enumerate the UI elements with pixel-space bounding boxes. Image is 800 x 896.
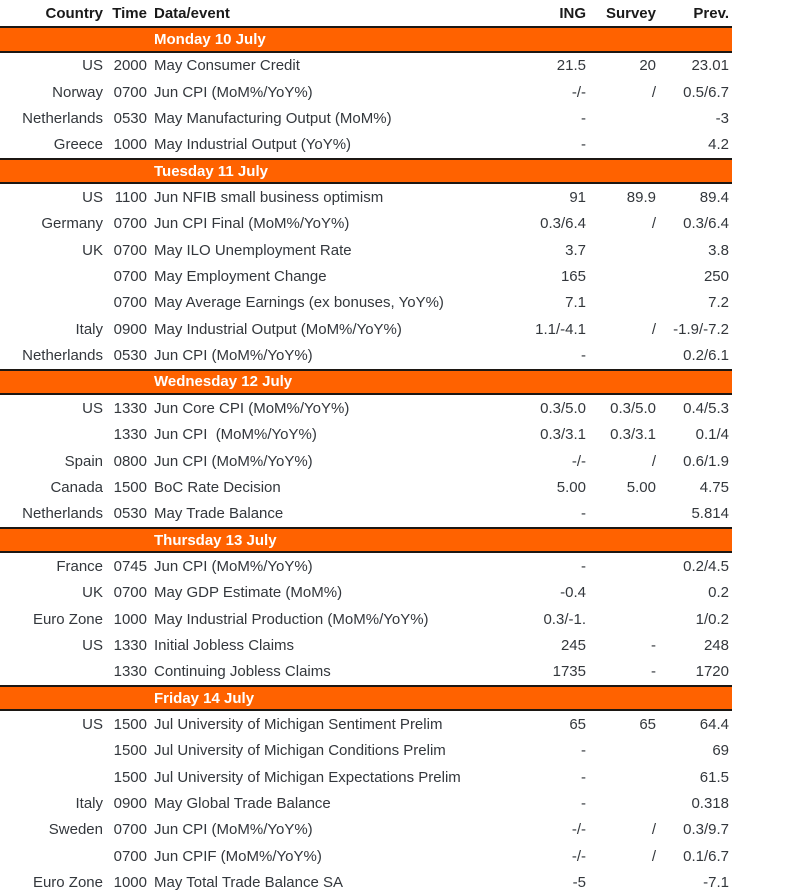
table-row — [0, 342, 732, 368]
cell-event: Jun CPIF (MoM%/YoY%) — [154, 848, 322, 864]
header-ing: ING — [559, 4, 586, 22]
day-rows — [0, 395, 732, 527]
cell-prev: 23.01 — [691, 57, 729, 75]
cell-event: May Global Trade Balance — [154, 795, 331, 811]
cell-prev: -1.9/-7.2 — [673, 320, 729, 338]
cell-prev: 64.4 — [699, 715, 729, 733]
cell-country: Spain — [64, 452, 103, 470]
cell-prev: 5.814 — [691, 505, 729, 523]
day-section — [0, 527, 732, 685]
cell-prev: -7.1 — [703, 874, 729, 892]
cell-survey: 5.00 — [626, 478, 656, 496]
header-prev: Prev. — [693, 4, 729, 22]
day-banner-label: Tuesday 11 July — [154, 162, 268, 180]
cell-ing: 91 — [569, 189, 586, 207]
cell-event: Jun CPI (MoM%/YoY%) — [154, 822, 313, 838]
cell-country: US — [82, 57, 103, 75]
table-row — [0, 869, 732, 895]
cell-prev: 89.4 — [699, 189, 729, 207]
cell-event: May GDP Estimate (MoM%) — [154, 585, 343, 601]
day-banner-label: Thursday 13 July — [154, 531, 277, 549]
cell-event: May Industrial Output (MoM%/YoY%) — [154, 321, 402, 337]
table-row — [0, 132, 732, 158]
table-row — [0, 184, 732, 210]
cell-event: Jul University of Michigan Conditions Prelim — [154, 743, 446, 759]
table-row — [0, 448, 732, 474]
cell-survey: / — [651, 83, 656, 101]
cell-time: 1330 — [113, 663, 147, 681]
table-row — [0, 316, 732, 342]
day-section — [0, 158, 732, 369]
cell-country: Canada — [50, 478, 103, 496]
cell-country: US — [82, 715, 103, 733]
table-row — [0, 290, 732, 316]
cell-event: Jun CPI Final (MoM%/YoY%) — [154, 216, 350, 232]
cell-event: May Employment Change — [154, 269, 327, 285]
cell-survey: / — [651, 847, 656, 865]
cell-time: 0745 — [113, 557, 147, 575]
table-row — [0, 738, 732, 764]
cell-event: Jun CPI (MoM%/YoY%) — [154, 348, 313, 364]
cell-prev: 0.3/6.4 — [683, 215, 729, 233]
cell-time: 0700 — [113, 821, 147, 839]
cell-time: 0530 — [113, 347, 147, 365]
cell-ing: 1.1/-4.1 — [535, 320, 586, 338]
cell-ing: 165 — [560, 268, 586, 286]
cell-ing: 21.5 — [556, 57, 586, 75]
cell-event: Initial Jobless Claims — [154, 637, 295, 653]
cell-country: Netherlands — [22, 110, 103, 128]
cell-survey: / — [651, 821, 656, 839]
cell-event: Jul University of Michigan Expectations Prelim — [154, 769, 461, 785]
cell-time: 1000 — [113, 874, 147, 892]
cell-time: 0700 — [113, 83, 147, 101]
cell-prev: 4.2 — [708, 136, 729, 154]
cell-ing: - — [581, 768, 586, 786]
cell-time: 2000 — [113, 57, 147, 75]
day-section — [0, 685, 732, 896]
cell-ing: - — [581, 505, 586, 523]
table-row — [0, 211, 732, 237]
cell-ing: 0.3/3.1 — [540, 426, 586, 444]
table-row — [0, 790, 732, 816]
cell-country: UK — [82, 241, 103, 259]
cell-prev: -3 — [715, 110, 729, 128]
cell-time: 0900 — [113, 794, 147, 812]
cell-prev: 69 — [712, 742, 729, 760]
day-banner-label: Friday 14 July — [154, 689, 255, 707]
table-row — [0, 711, 732, 737]
table-header-row — [0, 0, 732, 26]
table-row — [0, 53, 732, 79]
table-row — [0, 606, 732, 632]
cell-survey: 89.9 — [626, 189, 656, 207]
cell-event: Jun CPI (MoM%/YoY%) — [154, 558, 313, 574]
cell-prev: 0.1/4 — [695, 426, 729, 444]
cell-time: 0700 — [113, 215, 147, 233]
cell-survey: 65 — [639, 715, 656, 733]
cell-ing: -/- — [571, 847, 586, 865]
cell-time: 1000 — [113, 610, 147, 628]
day-section — [0, 369, 732, 527]
cell-survey: 20 — [639, 57, 656, 75]
cell-ing: 0.3/6.4 — [540, 215, 586, 233]
table-row — [0, 237, 732, 263]
cell-prev: 250 — [703, 268, 729, 286]
table-row — [0, 263, 732, 289]
cell-country: Germany — [41, 215, 103, 233]
cell-event: May Industrial Output (YoY%) — [154, 137, 352, 153]
cell-country: Sweden — [48, 821, 103, 839]
cell-time: 1000 — [113, 136, 147, 154]
cell-event: May Consumer Credit — [154, 58, 300, 74]
cell-prev: 0.4/5.3 — [683, 399, 729, 417]
cell-ing: - — [581, 347, 586, 365]
cell-ing: -0.4 — [560, 584, 586, 602]
cell-country: Italy — [75, 320, 103, 338]
cell-prev: 0.5/6.7 — [683, 83, 729, 101]
table-row — [0, 817, 732, 843]
table-row — [0, 632, 732, 658]
cell-country: Euro Zone — [32, 874, 103, 892]
cell-time: 0700 — [113, 294, 147, 312]
header-country: Country — [45, 4, 103, 22]
cell-survey: 0.3/3.1 — [610, 426, 656, 444]
table-row — [0, 79, 732, 105]
cell-country: Greece — [53, 136, 103, 154]
cell-country: US — [82, 189, 103, 207]
day-banner-label: Monday 10 July — [154, 31, 266, 49]
table-row — [0, 105, 732, 131]
cell-ing: -/- — [571, 83, 586, 101]
cell-prev: 0.2 — [708, 584, 729, 602]
cell-ing: -5 — [572, 874, 586, 892]
day-banner-label: Wednesday 12 July — [154, 373, 293, 391]
cell-prev: 7.2 — [708, 294, 729, 312]
cell-time: 1330 — [113, 399, 147, 417]
cell-prev: 0.318 — [691, 794, 729, 812]
cell-country: Euro Zone — [32, 610, 103, 628]
day-section — [0, 26, 732, 158]
day-rows — [0, 53, 732, 158]
cell-ing: 5.00 — [556, 478, 586, 496]
cell-event: May Industrial Production (MoM%/YoY%) — [154, 611, 429, 627]
cell-prev: 0.1/6.7 — [683, 847, 729, 865]
cell-ing: 245 — [560, 636, 586, 654]
cell-ing: 7.1 — [565, 294, 586, 312]
cell-time: 1500 — [113, 768, 147, 786]
cell-prev: 61.5 — [699, 768, 729, 786]
cell-prev: 0.3/9.7 — [683, 821, 729, 839]
day-rows — [0, 184, 732, 368]
day-banner — [0, 527, 732, 553]
cell-event: Jun CPI (MoM%/YoY%) — [154, 84, 313, 100]
table-row — [0, 843, 732, 869]
cell-event: May ILO Unemployment Rate — [154, 242, 352, 258]
cell-time: 0530 — [113, 110, 147, 128]
cell-time: 1330 — [113, 426, 147, 444]
cell-survey: - — [651, 636, 656, 654]
table-row — [0, 422, 732, 448]
cell-survey: - — [651, 663, 656, 681]
cell-event: May Trade Balance — [154, 506, 284, 522]
header-time: Time — [112, 4, 147, 22]
cell-ing: -/- — [571, 821, 586, 839]
cell-prev: 1720 — [695, 663, 729, 681]
cell-ing: 3.7 — [565, 241, 586, 259]
cell-event: Jun CPI (MoM%/YoY%) — [154, 453, 313, 469]
cell-time: 1100 — [114, 189, 147, 207]
header-survey: Survey — [605, 4, 656, 22]
cell-ing: - — [581, 136, 586, 154]
table-row — [0, 501, 732, 527]
table-row — [0, 474, 732, 500]
cell-ing: -/- — [571, 452, 586, 470]
cell-time: 0700 — [113, 241, 147, 259]
cell-time: 1500 — [113, 742, 147, 760]
day-banner — [0, 369, 732, 395]
cell-event: Continuing Jobless Claims — [154, 664, 331, 680]
cell-event: Jun CPI (MoM%/YoY%) — [154, 427, 317, 443]
cell-ing: 0.3/5.0 — [540, 399, 586, 417]
table-row — [0, 659, 732, 685]
table-row — [0, 764, 732, 790]
table-row — [0, 553, 732, 579]
cell-event: BoC Rate Decision — [154, 479, 281, 495]
cell-ing: 0.3/-1. — [543, 610, 586, 628]
cell-time: 0700 — [113, 847, 147, 865]
cell-country: US — [82, 399, 103, 417]
cell-event: Jun Core CPI (MoM%/YoY%) — [154, 400, 350, 416]
table-row — [0, 395, 732, 421]
cell-prev: 0.2/4.5 — [683, 557, 729, 575]
cell-prev: 4.75 — [699, 478, 729, 496]
cell-event: Jul University of Michigan Sentiment Prelim — [154, 716, 443, 732]
cell-ing: 1735 — [552, 663, 586, 681]
cell-event: May Average Earnings (ex bonuses, YoY%) — [154, 295, 444, 311]
cell-prev: 248 — [703, 636, 729, 654]
cell-event: Jun NFIB small business optimism — [154, 190, 384, 206]
cell-country: Italy — [75, 794, 103, 812]
cell-ing: - — [581, 742, 586, 760]
cell-time: 0700 — [113, 268, 147, 286]
cell-time: 0900 — [113, 320, 147, 338]
cell-event: May Total Trade Balance SA — [154, 875, 343, 891]
cell-ing: - — [581, 794, 586, 812]
cell-prev: 0.2/6.1 — [683, 347, 729, 365]
header-data-event: Data/event — [154, 5, 230, 21]
cell-ing: - — [581, 110, 586, 128]
cell-prev: 0.6/1.9 — [683, 452, 729, 470]
cell-survey: / — [651, 215, 656, 233]
cell-time: 1330 — [113, 636, 147, 654]
cell-time: 0800 — [113, 452, 147, 470]
cell-survey: / — [651, 452, 656, 470]
cell-time: 0700 — [113, 584, 147, 602]
cell-ing: 65 — [569, 715, 586, 733]
cell-prev: 1/0.2 — [695, 610, 729, 628]
cell-prev: 3.8 — [708, 241, 729, 259]
cell-country: France — [56, 557, 103, 575]
cell-time: 1500 — [113, 478, 147, 496]
day-rows — [0, 553, 732, 685]
cell-time: 0530 — [113, 505, 147, 523]
cell-country: US — [82, 636, 103, 654]
cell-country: UK — [82, 584, 103, 602]
cell-survey: / — [651, 320, 656, 338]
day-banner — [0, 685, 732, 711]
table-body — [0, 26, 732, 895]
cell-ing: - — [581, 557, 586, 575]
cell-country: Netherlands — [22, 505, 103, 523]
cell-survey: 0.3/5.0 — [610, 399, 656, 417]
cell-country: Norway — [52, 83, 103, 101]
day-banner — [0, 158, 732, 184]
cell-country: Netherlands — [22, 347, 103, 365]
day-rows — [0, 711, 732, 895]
cell-event: May Manufacturing Output (MoM%) — [154, 111, 392, 127]
day-banner — [0, 26, 732, 52]
table-row — [0, 580, 732, 606]
cell-time: 1500 — [113, 715, 147, 733]
